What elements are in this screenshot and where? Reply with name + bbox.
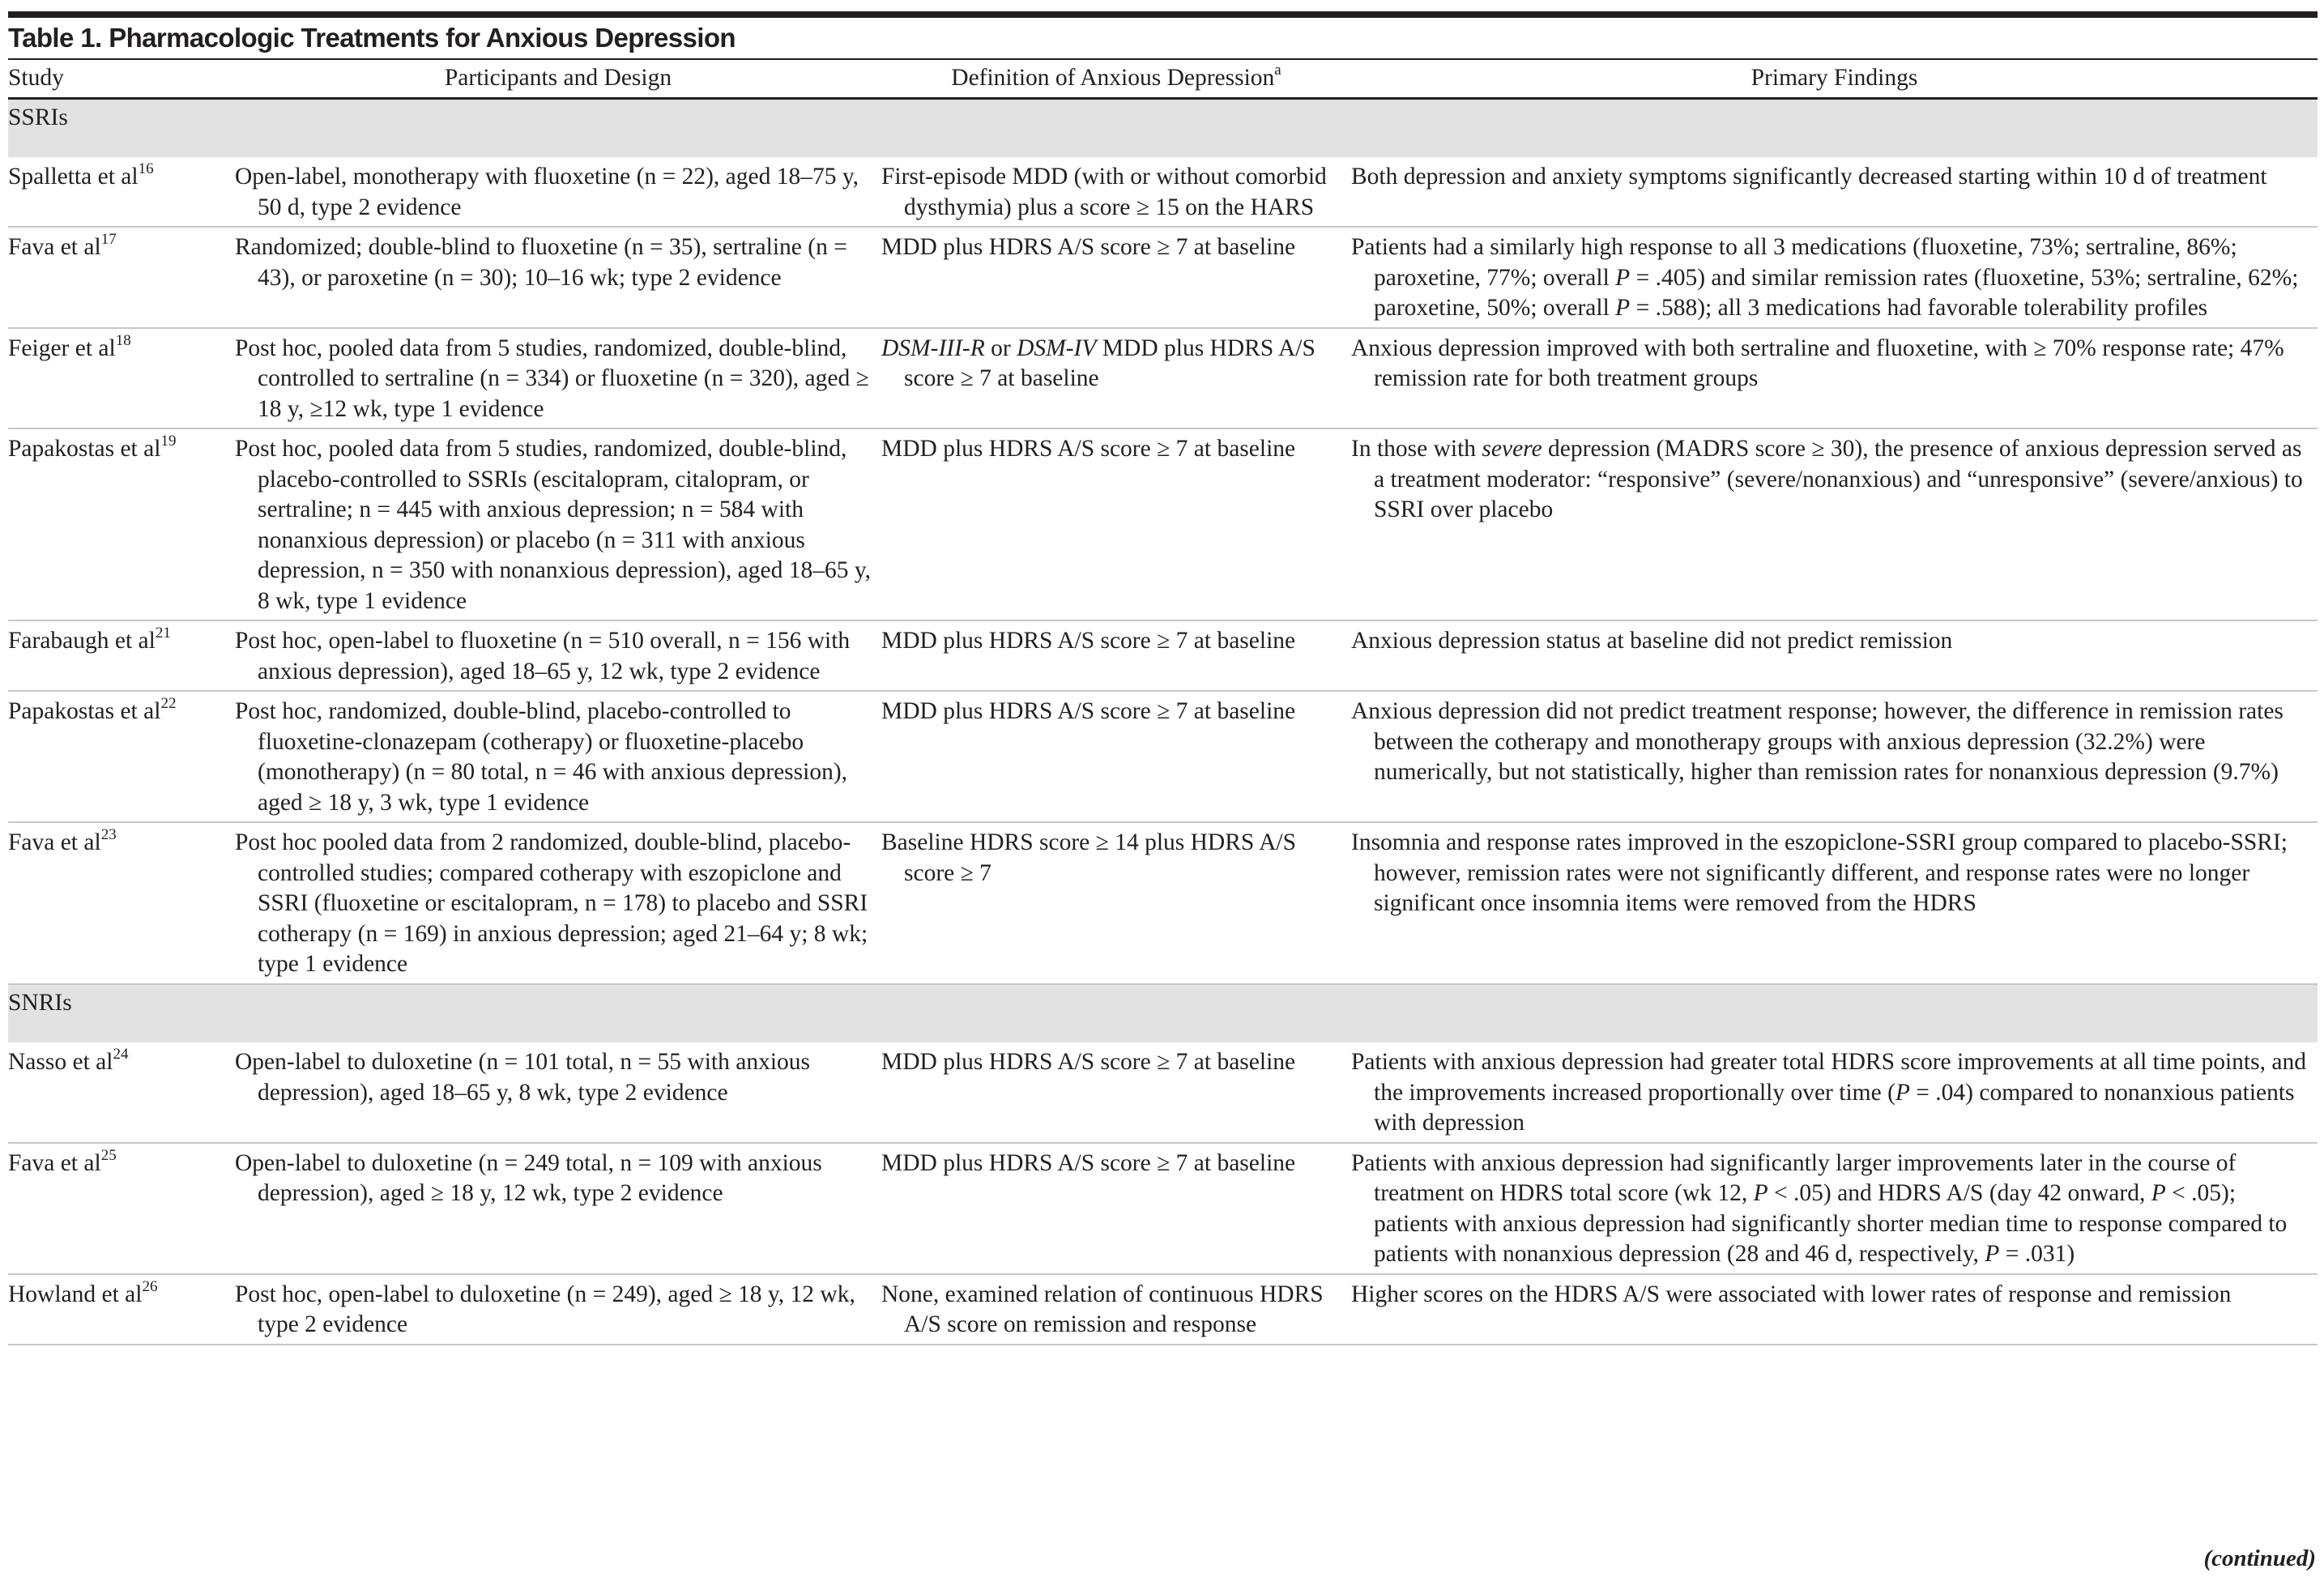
italic-text: P xyxy=(1985,1241,2000,1267)
study-cell xyxy=(8,1143,235,1274)
study-cell xyxy=(8,1274,235,1345)
findings-cell-text: Anxious depression improved with both sertraline and fluoxetine, with ≥ 70% response rate; 47% remission rate for both treatment groups xyxy=(1351,335,2284,391)
study-name: Fava et al xyxy=(8,829,101,855)
definition-cell xyxy=(881,1143,1351,1274)
study-name: Nasso et al xyxy=(8,1049,113,1075)
study-name: Papakostas et al xyxy=(8,698,161,724)
design-cell xyxy=(235,157,881,227)
definition-cell xyxy=(881,157,1351,227)
study-name: Fava et al xyxy=(8,1149,101,1176)
table-body xyxy=(8,98,2318,1345)
italic-text: P xyxy=(1753,1180,1768,1206)
reference-number: 18 xyxy=(115,331,131,349)
reference-number: 19 xyxy=(160,433,177,450)
findings-cell xyxy=(1351,822,2318,984)
design-cell-text: Post hoc, open-label to duloxetine (n = 249), aged ≥ 18 y, 12 wk, type 2 evidence xyxy=(235,1281,855,1337)
design-cell xyxy=(235,822,881,984)
design-cell xyxy=(235,227,881,328)
definition-cell xyxy=(881,1274,1351,1345)
design-cell-text: Post hoc pooled data from 2 randomized, double-blind, placebo-controlled studies; compared cotherapy with eszopiclone and SSRI (fluoxetine or escitalopram, n = 178) to placebo and SSRI cotherapy (n = 169) in anxious depression; aged 21–64 y; 8 wk; type 1 evidence xyxy=(235,829,868,977)
reference-number: 22 xyxy=(160,695,177,712)
study-cell xyxy=(8,691,235,822)
table-row xyxy=(8,620,2318,691)
findings-cell xyxy=(1351,428,2318,620)
definition-cell-text: Baseline HDRS score ≥ 14 plus HDRS A/S score ≥ 7 xyxy=(881,829,1296,886)
findings-cell xyxy=(1351,1143,2318,1274)
italic-text: P xyxy=(2151,1180,2166,1206)
study-cell xyxy=(8,157,235,227)
header-design: Participants and Design xyxy=(235,59,881,98)
table-row xyxy=(8,1143,2318,1274)
findings-cell-text: Anxious depression status at baseline did not predict remission xyxy=(1351,628,1953,654)
design-cell-text: Post hoc, pooled data from 5 studies, randomized, double-blind, placebo-controlled to SSRIs (escitalopram, citalopram, or sertraline; n = 445 with anxious depression; n = 584 with nonanxious depression) or placebo (n = 311 with anxious depression, n = 350 with nonanxious depression), aged 18–65 y, 8 wk, type 1 evidence xyxy=(235,436,872,614)
table-row xyxy=(8,691,2318,822)
findings-cell xyxy=(1351,328,2318,429)
study-cell xyxy=(8,1042,235,1143)
definition-cell xyxy=(881,328,1351,429)
group-label: SSRIs xyxy=(8,98,2318,157)
table-row xyxy=(8,328,2318,429)
study-cell xyxy=(8,822,235,984)
findings-cell-text: Patients with anxious depression had significantly larger improvements later in the course of treatment on HDRS total score (wk 12, P < .05) and HDRS A/S (day 42 onward, P < .05); patients with anxious depression had significantly shorter median time to response compared to patients with nonanxious depression (28 and 46 d, respectively, P = .031) xyxy=(1351,1149,2288,1267)
table-row xyxy=(8,1042,2318,1143)
definition-cell-text: MDD plus HDRS A/S score ≥ 7 at baseline xyxy=(881,1049,1296,1075)
design-cell-text: Open-label to duloxetine (n = 101 total, n = 55 with anxious depression), aged 18–65 y, 8 wk, type 2 evidence xyxy=(235,1049,811,1106)
study-cell xyxy=(8,227,235,328)
design-cell xyxy=(235,1143,881,1274)
definition-cell-text: MDD plus HDRS A/S score ≥ 7 at baseline xyxy=(881,234,1296,260)
reference-number: 26 xyxy=(142,1277,158,1295)
header-definition-label: Definition of Anxious Depression xyxy=(951,65,1275,91)
definition-cell xyxy=(881,691,1351,822)
findings-cell-text: Higher scores on the HDRS A/S were associated with lower rates of response and remission xyxy=(1351,1281,2232,1307)
design-cell-text: Post hoc, randomized, double-blind, placebo-controlled to fluoxetine-clonazepam (cotherapy) or fluoxetine-placebo (monotherapy) (n = 80 total, n = 46 with anxious depression), aged ≥ 18 y, 3 wk, type 1 evidence xyxy=(235,698,848,816)
group-label: SNRIs xyxy=(8,984,2318,1043)
findings-cell-text: Both depression and anxiety symptoms significantly decreased starting within 10 d of treatment xyxy=(1351,164,2267,190)
italic-text: P xyxy=(1895,1079,1910,1106)
reference-number: 21 xyxy=(155,624,171,642)
reference-number: 16 xyxy=(138,160,154,177)
group-row xyxy=(8,98,2318,157)
design-cell xyxy=(235,1042,881,1143)
design-cell xyxy=(235,691,881,822)
findings-cell xyxy=(1351,1042,2318,1143)
table-row xyxy=(8,428,2318,620)
study-name: Farabaugh et al xyxy=(8,628,156,654)
definition-cell xyxy=(881,428,1351,620)
header-study: Study xyxy=(8,59,235,98)
italic-text: severe xyxy=(1482,436,1542,462)
top-rule xyxy=(8,11,2318,18)
study-cell xyxy=(8,620,235,691)
reference-number: 24 xyxy=(113,1046,129,1063)
design-cell-text: Open-label to duloxetine (n = 249 total, n = 109 with anxious depression), aged ≥ 18 y, 12 wk, type 2 evidence xyxy=(235,1149,822,1206)
design-cell-text: Open-label, monotherapy with fluoxetine (n = 22), aged 18–75 y, 50 d, type 2 evidence xyxy=(235,164,859,220)
definition-cell-text: DSM-III-R or DSM-IV MDD plus HDRS A/S score ≥ 7 at baseline xyxy=(881,335,1316,391)
findings-cell-text: Insomnia and response rates improved in the eszopiclone-SSRI group compared to placebo-SSRI; however, remission rates were not significantly different, and response rates were no longer significant once insomnia items were removed from the HDRS xyxy=(1351,829,2288,916)
reference-number: 25 xyxy=(100,1146,117,1164)
definition-cell-text: MDD plus HDRS A/S score ≥ 7 at baseline xyxy=(881,436,1296,462)
findings-cell xyxy=(1351,620,2318,691)
definition-cell xyxy=(881,1042,1351,1143)
group-row xyxy=(8,984,2318,1043)
findings-cell xyxy=(1351,691,2318,822)
reference-number: 23 xyxy=(100,826,117,843)
findings-cell-text: Patients with anxious depression had greater total HDRS score improvements at all time points, and the improvements increased proportionally over time (P = .04) compared to nonanxious patients with depression xyxy=(1351,1049,2306,1136)
findings-cell xyxy=(1351,157,2318,227)
italic-text: DSM-III-R xyxy=(881,335,985,361)
findings-cell-text: Anxious depression did not predict treatment response; however, the difference in remission rates between the cotherapy and monotherapy groups with anxious depression (32.2%) were numerically, but not statistically, higher than remission rates for nonanxious depression (9.7%) xyxy=(1351,698,2283,785)
study-cell xyxy=(8,428,235,620)
design-cell xyxy=(235,328,881,429)
definition-cell xyxy=(881,822,1351,984)
table-title: Table 1. Pharmacologic Treatments for Anxious Depression xyxy=(8,23,736,53)
definition-cell xyxy=(881,620,1351,691)
treatments-table xyxy=(8,58,2318,1345)
study-name: Papakostas et al xyxy=(8,436,161,462)
table-row xyxy=(8,227,2318,328)
definition-cell-text: First-episode MDD (with or without comorbid dysthymia) plus a score ≥ 15 on the HARS xyxy=(881,164,1327,220)
design-cell-text: Post hoc, open-label to fluoxetine (n = 510 overall, n = 156 with anxious depression), aged 18–65 y, 12 wk, type 2 evidence xyxy=(235,628,851,684)
table-row xyxy=(8,157,2318,227)
design-cell-text: Randomized; double-blind to fluoxetine (n = 35), sertraline (n = 43), or paroxetine (n = 30); 10–16 wk; type 2 evidence xyxy=(235,234,847,291)
study-name: Spalletta et al xyxy=(8,164,139,190)
study-name: Howland et al xyxy=(8,1281,143,1307)
continued-note: (continued) xyxy=(2203,1545,2316,1571)
reference-number: 17 xyxy=(100,231,117,248)
design-cell xyxy=(235,428,881,620)
definition-cell-text: MDD plus HDRS A/S score ≥ 7 at baseline xyxy=(881,1149,1296,1176)
header-findings: Primary Findings xyxy=(1351,59,2318,98)
table-row xyxy=(8,822,2318,984)
design-cell xyxy=(235,1274,881,1345)
findings-cell xyxy=(1351,227,2318,328)
findings-cell xyxy=(1351,1274,2318,1345)
definition-cell-text: MDD plus HDRS A/S score ≥ 7 at baseline xyxy=(881,698,1296,724)
definition-cell-text: MDD plus HDRS A/S score ≥ 7 at baseline xyxy=(881,628,1296,654)
study-name: Feiger et al xyxy=(8,335,116,361)
study-name: Fava et al xyxy=(8,234,101,260)
findings-cell-text: Patients had a similarly high response to all 3 medications (fluoxetine, 73%; sertraline, 86%; paroxetine, 77%; overall P = .405) and similar remission rates (fluoxetine, 53%; sertraline, 62%; paroxetine, 50%; overall P = .588); all 3 medications had favorable tolerability profiles xyxy=(1351,234,2299,321)
header-row xyxy=(8,59,2318,98)
table-row xyxy=(8,1274,2318,1345)
header-definition xyxy=(881,59,1351,98)
italic-text: DSM-IV xyxy=(1017,335,1097,361)
design-cell xyxy=(235,620,881,691)
definition-cell-text: None, examined relation of continuous HDRS A/S score on remission and response xyxy=(881,1281,1324,1337)
footnote-marker: a xyxy=(1274,62,1281,79)
italic-text: P xyxy=(1615,295,1631,321)
italic-text: P xyxy=(1615,264,1631,291)
definition-cell xyxy=(881,227,1351,328)
findings-cell-text: In those with severe depression (MADRS score ≥ 30), the presence of anxious depression served as a treatment moderator: “responsive” (severe/nonanxious) and “unresponsive” (severe/anxious) to SSRI over placebo xyxy=(1351,436,2303,522)
design-cell-text: Post hoc, pooled data from 5 studies, randomized, double-blind, controlled to sertraline (n = 334) or fluoxetine (n = 320), aged ≥ 18 y, ≥12 wk, type 1 evidence xyxy=(235,335,869,422)
study-cell xyxy=(8,328,235,429)
